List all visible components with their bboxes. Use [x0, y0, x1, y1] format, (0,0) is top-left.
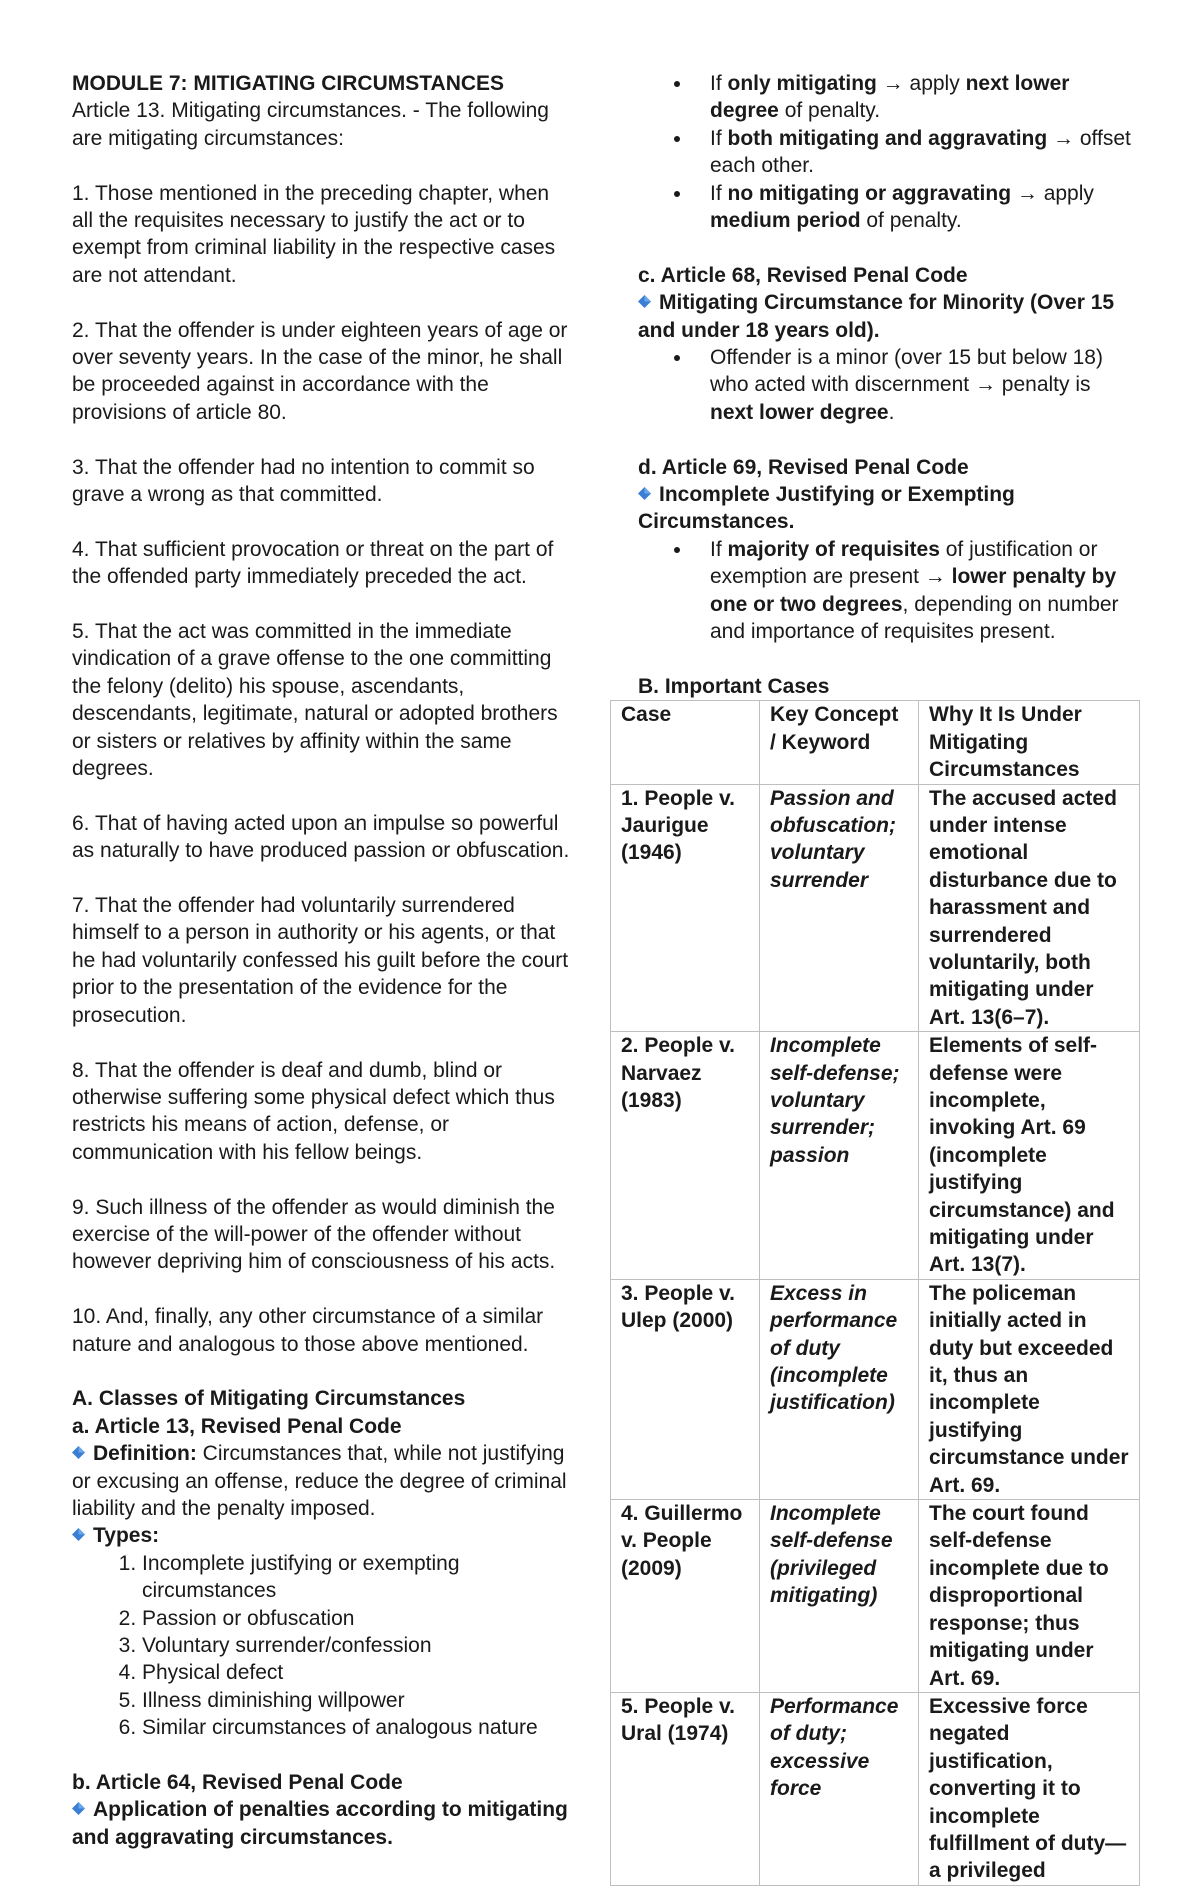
blue-diamond-icon: [72, 1446, 85, 1459]
article13-item-2: 2. That the offender is under eighteen years of age or over seventy years. In the case of the minor, he shall be proceeded against in accordance with the provisions of article 80.: [72, 318, 568, 424]
types-heading: [72, 1522, 572, 1549]
definition-paragraph: [72, 1440, 572, 1522]
header-case: Case: [611, 701, 760, 784]
cell-case: 1. People v. Jaurigue (1946): [611, 784, 760, 1032]
cell-why: The court found self-defense incomplete due to disproportional response; thus mitigating under Art. 69.: [919, 1500, 1140, 1693]
article68-subtitle: Mitigating Circumstance for Minority (Over 15 and under 18 years old).: [638, 291, 1115, 342]
blue-diamond-icon: [638, 487, 651, 500]
list-item: 4. Physical defect: [142, 1659, 572, 1686]
types-label: Types:: [93, 1524, 160, 1548]
table-row: [611, 1279, 1140, 1499]
article13-item-9: 9. Such illness of the offender as would diminish the exercise of the will-power of the offender without however depriving him of consciousness of his acts.: [72, 1195, 556, 1274]
article69-bullets: [638, 536, 1138, 646]
article69-subtitle: Incomplete Justifying or Exempting Circumstances.: [638, 483, 1015, 534]
list-item: If majority of requisites of justification or exemption are present → lower penalty by one or two degrees, depending on number and importance of requisites present.: [710, 536, 1138, 646]
definition-label: Definition:: [93, 1442, 197, 1466]
article69-subtitle-paragraph: [638, 481, 1138, 536]
article68-bullets: [638, 344, 1138, 426]
article64-subtitle-paragraph: [72, 1796, 572, 1851]
article13-item-4: 4. That sufficient provocation or threat on the part of the offended party immediately preceded the act.: [72, 537, 554, 589]
list-item: 6. Similar circumstances of analogous nature: [142, 1714, 572, 1741]
module-title: MODULE 7: MITIGATING CIRCUMSTANCES: [72, 72, 505, 95]
right-column: [621, 70, 1138, 1886]
article13-intro: Article 13. Mitigating circumstances. - The following are mitigating circumstances:: [72, 99, 549, 150]
table-row: [611, 784, 1140, 1032]
blue-diamond-icon: [72, 1528, 85, 1541]
section-a-title: A. Classes of Mitigating Circumstances: [72, 1387, 466, 1411]
cell-concept: Incomplete self-defense (privileged mitigating): [760, 1500, 919, 1693]
article13-item-7: 7. That the offender had voluntarily surrendered himself to a person in authority or his agents, or that he had voluntarily confessed his guilt before the court prior to the presentation of the evidence for the prosecution.: [72, 894, 569, 1027]
list-item: Offender is a minor (over 15 but below 18) who acted with discernment → penalty is next lower degree.: [710, 344, 1138, 426]
cell-concept: Excess in performance of duty (incomplete justification): [760, 1279, 919, 1499]
article68-title: c. Article 68, Revised Penal Code: [638, 263, 968, 287]
article13-item-6: 6. That of having acted upon an impulse so powerful as naturally to have produced passion or obfuscation.: [72, 811, 570, 863]
article13-item-3: 3. That the offender had no intention to commit so grave a wrong as that committed.: [72, 455, 535, 507]
cell-why: The accused acted under intense emotional disturbance due to harassment and surrendered voluntarily, both mitigating under Art. 13(6–7).: [919, 784, 1140, 1032]
article64-bullets: [638, 70, 1138, 234]
list-item: 3. Voluntary surrender/confession: [142, 1632, 572, 1659]
cell-concept: Incomplete self-defense; voluntary surrender; passion: [760, 1032, 919, 1280]
list-item: 5. Illness diminishing willpower: [142, 1687, 572, 1714]
cell-concept: Performance of duty; excessive force: [760, 1692, 919, 1885]
article13-subtitle: a. Article 13, Revised Penal Code: [72, 1414, 402, 1438]
article13-item-10: 10. And, finally, any other circumstance of a similar nature and analogous to those above mentioned.: [72, 1305, 544, 1356]
article68-subtitle-paragraph: [638, 289, 1138, 344]
cell-case: 2. People v. Narvaez (1983): [611, 1032, 760, 1280]
important-cases-table: [610, 700, 1140, 1885]
cell-why: Excessive force negated justification, converting it to incomplete fulfillment of duty—a privileged: [919, 1692, 1140, 1885]
table-header-row: [611, 701, 1140, 784]
list-item: 2. Passion or obfuscation: [142, 1605, 572, 1632]
table-row: [611, 1500, 1140, 1693]
header-key-concept: Key Concept / Keyword: [760, 701, 919, 784]
cell-case: 4. Guillermo v. People (2009): [611, 1500, 760, 1693]
article64-subtitle: Application of penalties according to mitigating and aggravating circumstances.: [72, 1798, 568, 1849]
table-row: [611, 1032, 1140, 1280]
section-b-title: B. Important Cases: [638, 674, 830, 698]
article13-item-8: 8. That the offender is deaf and dumb, blind or otherwise suffering some physical defect which thus restricts his means of action, defense, or communication with his fellow beings.: [72, 1058, 555, 1164]
list-item: If both mitigating and aggravating → offset each other.: [710, 125, 1138, 180]
definition-text: Circumstances that, while not justifying or excusing an offense, reduce the degree of criminal liability and the penalty imposed.: [72, 1442, 567, 1520]
header-why: Why It Is Under Mitigating Circumstances: [919, 701, 1140, 784]
cell-why: Elements of self-defense were incomplete, invoking Art. 69 (incomplete justifying circumstance) and mitigating under Art. 13(7).: [919, 1032, 1140, 1280]
article13-item-5: 5. That the act was committed in the immediate vindication of a grave offense to the one committing the felony (delito) his spouse, ascendants, descendants, legitimate, natural or adopted brothers or sisters or relatives by affinity within the same degrees.: [72, 620, 558, 781]
cell-case: 3. People v. Ulep (2000): [611, 1279, 760, 1499]
list-item: 1. Incomplete justifying or exempting circumstances: [142, 1550, 572, 1605]
article13-item-1: 1. Those mentioned in the preceding chapter, when all the requisites necessary to justify the act or to exempt from criminal liability in the respective cases are not attendant.: [72, 181, 556, 287]
cell-why: The policeman initially acted in duty but exceeded it, thus an incomplete justifying circumstance under Art. 69.: [919, 1279, 1140, 1499]
blue-diamond-icon: [72, 1802, 85, 1815]
left-column: [72, 70, 572, 1851]
cell-concept: Passion and obfuscation; voluntary surrender: [760, 784, 919, 1032]
cell-case: 5. People v. Ural (1974): [611, 1692, 760, 1885]
blue-diamond-icon: [638, 295, 651, 308]
list-item: If only mitigating → apply next lower degree of penalty.: [710, 70, 1138, 125]
table-row: [611, 1692, 1140, 1885]
article64-title: b. Article 64, Revised Penal Code: [72, 1771, 403, 1794]
list-item: If no mitigating or aggravating → apply medium period of penalty.: [710, 180, 1138, 235]
article69-title: d. Article 69, Revised Penal Code: [638, 455, 969, 479]
types-list: [72, 1550, 572, 1742]
